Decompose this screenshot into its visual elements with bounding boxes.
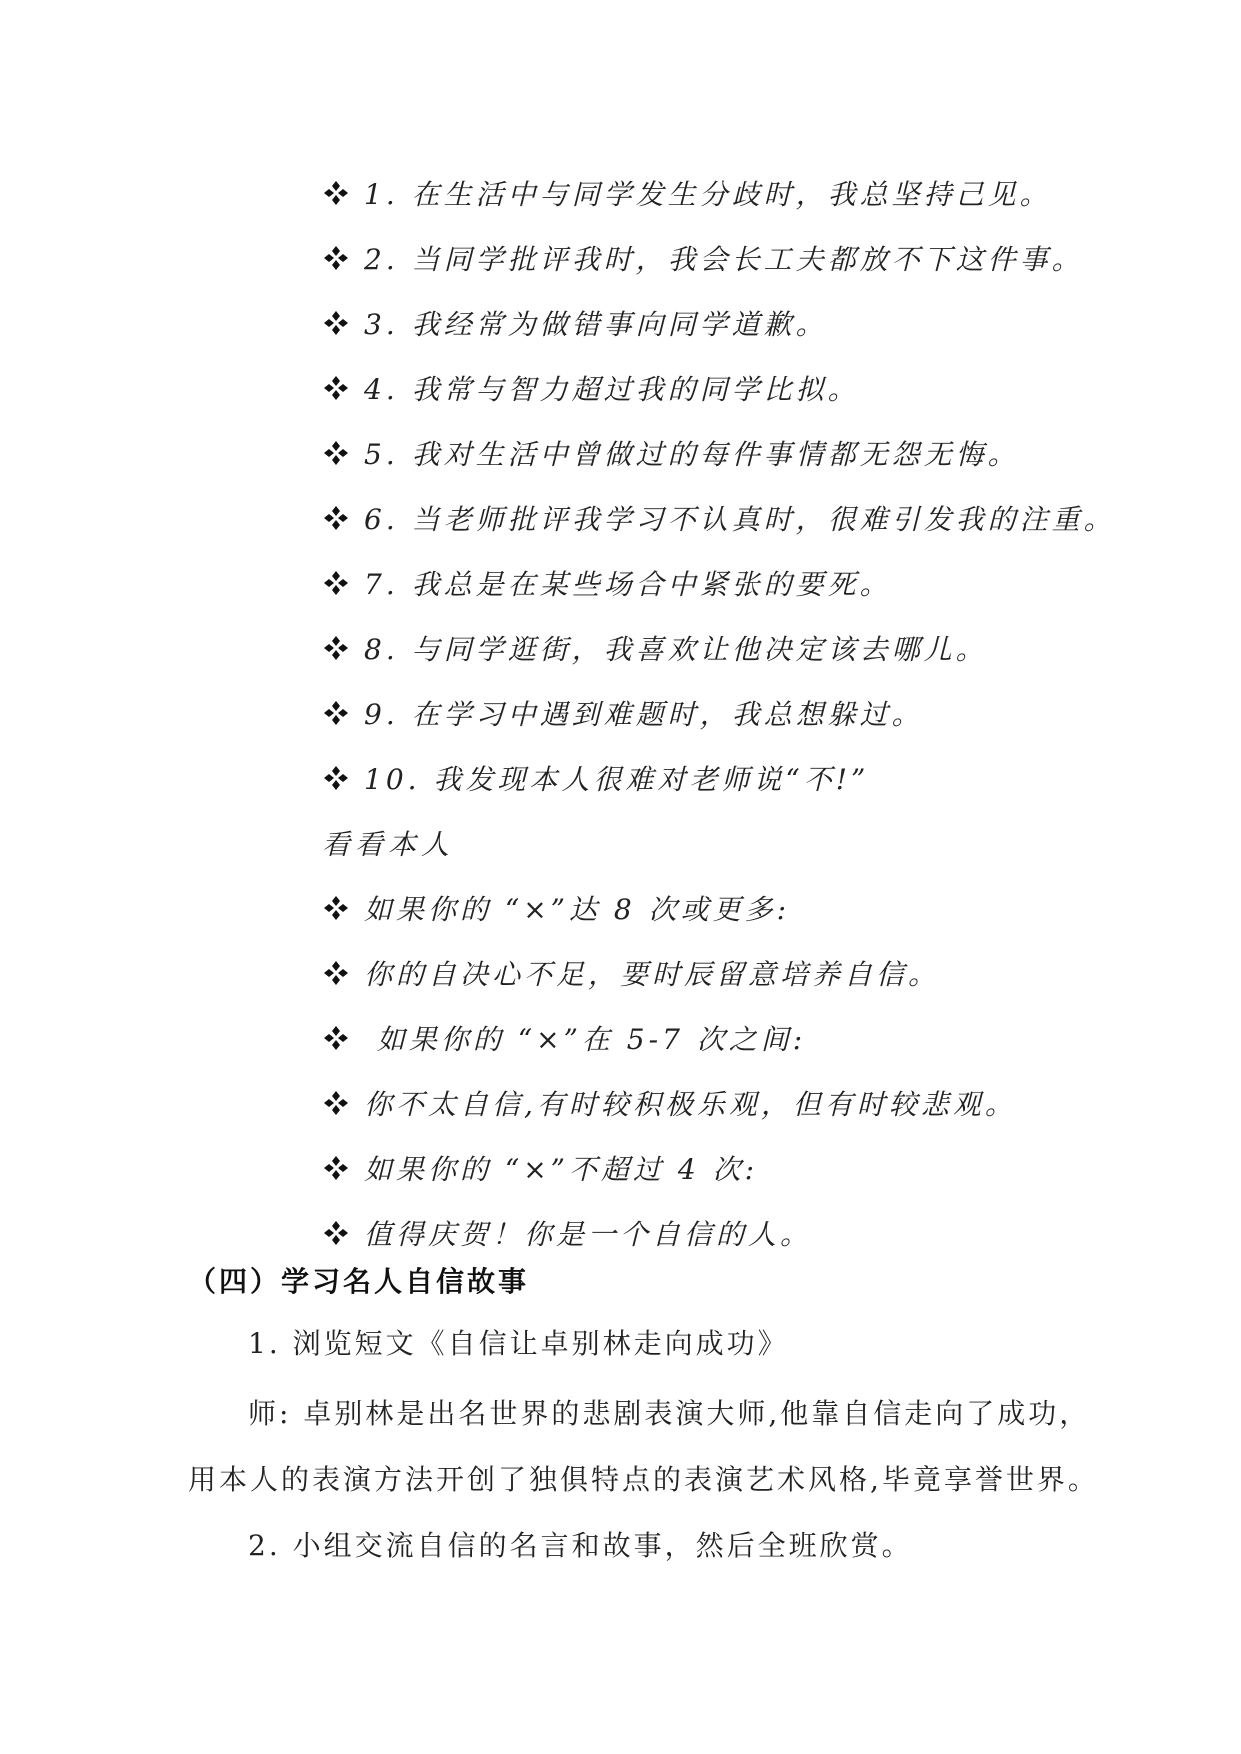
diamond-bullet-icon (322, 309, 350, 337)
diamond-bullet-icon (322, 894, 350, 922)
list-item-text: 10. 我发现本人很难对老师说“不!” (364, 762, 870, 796)
questionnaire-list (322, 160, 1142, 1265)
diamond-bullet-icon (322, 439, 350, 467)
diamond-bullet-icon (322, 1024, 350, 1052)
diamond-bullet-icon (322, 374, 350, 402)
paragraph-reading: 1. 浏览短文《自信让卓别林走向成功》 (248, 1327, 789, 1360)
paragraph-teacher-continued: 用本人的表演方法开创了独俱特点的表演艺术风格,毕竟享誉世界。 (188, 1463, 1099, 1496)
result-item (322, 875, 1142, 940)
list-item (322, 420, 1142, 485)
diamond-bullet-icon (322, 179, 350, 207)
list-item-text: 7. 我总是在某些场合中紧张的要死。 (364, 567, 892, 601)
diamond-bullet-icon (322, 504, 350, 532)
list-item (322, 615, 1142, 680)
diamond-bullet-icon (322, 634, 350, 662)
result-item (322, 1200, 1142, 1265)
section-title: （四）学习名人自信故事 (188, 1265, 530, 1298)
result-item-text: 如果你的 “×”达 8 次或更多: (364, 892, 791, 926)
result-item-text: 值得庆贺！你是一个自信的人。 (364, 1217, 813, 1251)
list-item-text: 4. 我常与智力超过我的同学比拟。 (364, 372, 860, 406)
diamond-bullet-icon (322, 959, 350, 987)
diamond-bullet-icon (322, 764, 350, 792)
diamond-bullet-icon (322, 244, 350, 272)
list-item-text: 5. 我对生活中曾做过的每件事情都无怨无悔。 (364, 437, 1020, 471)
list-item (322, 550, 1142, 615)
diamond-bullet-icon (322, 569, 350, 597)
paragraph-teacher: 师: 卓别林是出名世界的悲剧表演大师,他靠自信走向了成功， (248, 1397, 1091, 1430)
subheading (322, 810, 1142, 875)
subheading-text: 看看本人 (322, 827, 455, 861)
list-item-text: 9. 在学习中遇到难题时，我总想躲过。 (364, 697, 924, 731)
result-item-text: 你的自决心不足，要时辰留意培养自信。 (364, 957, 941, 991)
list-item-text: 3. 我经常为做错事向同学道歉。 (364, 307, 828, 341)
list-item (322, 225, 1142, 290)
diamond-bullet-icon (322, 699, 350, 727)
list-item (322, 485, 1142, 550)
result-item (322, 1070, 1142, 1135)
diamond-bullet-icon (322, 1219, 350, 1247)
list-item-text: 2. 当同学批评我时，我会长工夫都放不下这件事。 (364, 242, 1084, 276)
result-item-text: 你不太自信,有时较积极乐观，但有时较悲观。 (364, 1087, 1017, 1121)
paragraph-group-exchange: 2. 小组交流自信的名言和故事，然后全班欣赏。 (248, 1529, 913, 1562)
list-item (322, 680, 1142, 745)
list-item-text: 8. 与同学逛街，我喜欢让他决定该去哪儿。 (364, 632, 988, 666)
list-item (322, 745, 1142, 810)
result-item (322, 1135, 1142, 1200)
list-item (322, 355, 1142, 420)
diamond-bullet-icon (322, 1154, 350, 1182)
list-item (322, 290, 1142, 355)
list-item-text: 1. 在生活中与同学发生分歧时，我总坚持己见。 (364, 177, 1052, 211)
result-item-text: 如果你的 “×”在 5-7 次之间: (364, 1022, 807, 1056)
result-item-text: 如果你的 “×”不超过 4 次: (364, 1152, 759, 1186)
diamond-bullet-icon (322, 1089, 350, 1117)
result-item (322, 1005, 1142, 1070)
result-item (322, 940, 1142, 1005)
list-item-text: 6. 当老师批评我学习不认真时，很难引发我的注重。 (364, 502, 1116, 536)
list-item (322, 160, 1142, 225)
